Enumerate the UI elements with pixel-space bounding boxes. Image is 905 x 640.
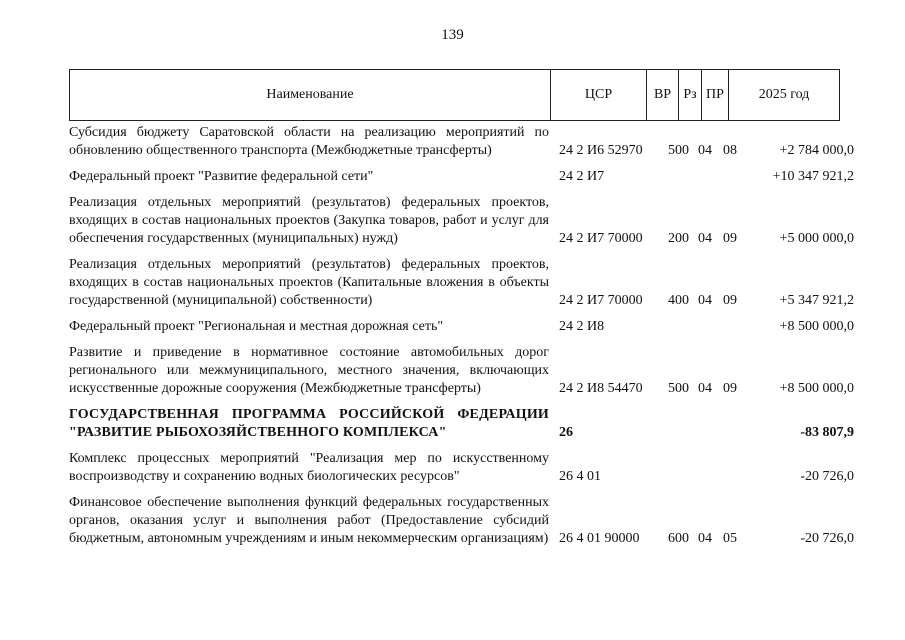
row-pr: 05	[723, 531, 737, 546]
row-csr: 24 2 И8 54470	[559, 381, 643, 396]
row-vr	[663, 406, 694, 450]
row-csr: 24 2 И8	[559, 319, 605, 334]
header-rz: Рз	[679, 70, 702, 121]
row-amount: +10 347 921,2	[772, 169, 854, 184]
row-rz: 04	[698, 293, 712, 308]
table-row	[69, 256, 854, 318]
row-name: Финансовое обеспечение выполнения функций федеральных государственных органов, оказания услуг и выполнения работ (Предоставление субсидий бюджетным, автономным учреждениям и иным некоммерческим организациям)	[69, 495, 549, 546]
row-vr: 600	[668, 531, 689, 546]
row-rz	[694, 450, 716, 494]
header-year: 2025 год	[729, 70, 840, 121]
row-amount: -83 807,9	[800, 425, 854, 440]
header-name: Наименование	[70, 70, 551, 121]
row-name: Комплекс процессных мероприятий "Реализация мер по искусственному воспроизводству и сохранению водных биологических ресурсов"	[69, 451, 549, 484]
header-vr: ВР	[647, 70, 679, 121]
row-name: Федеральный проект "Региональная и местная дорожная сеть"	[69, 319, 444, 334]
row-csr: 24 2 И7 70000	[559, 293, 643, 308]
row-name: Субсидия бюджету Саратовской области на реализацию мероприятий по обновлению общественного транспорта (Межбюджетные трансферты)	[69, 125, 549, 158]
row-rz: 04	[698, 531, 712, 546]
row-vr: 500	[668, 381, 689, 396]
row-amount: +5 347 921,2	[779, 293, 854, 308]
row-rz: 04	[698, 381, 712, 396]
row-amount: +8 500 000,0	[779, 319, 854, 334]
table-row	[69, 406, 854, 450]
row-pr: 09	[723, 293, 737, 308]
row-rz	[694, 318, 716, 344]
row-amount: -20 726,0	[800, 531, 854, 546]
budget-table	[69, 124, 854, 556]
row-pr: 09	[723, 231, 737, 246]
row-pr	[716, 168, 744, 194]
row-csr: 24 2 И7 70000	[559, 231, 643, 246]
row-amount: +8 500 000,0	[779, 381, 854, 396]
row-csr: 26 4 01	[559, 469, 601, 484]
row-csr: 26	[559, 425, 573, 440]
table-row	[69, 124, 854, 168]
row-pr: 09	[723, 381, 737, 396]
row-rz: 04	[698, 143, 712, 158]
row-vr	[663, 450, 694, 494]
table-row	[69, 494, 854, 556]
row-rz	[694, 168, 716, 194]
budget-table-body	[69, 124, 854, 556]
row-amount: -20 726,0	[800, 469, 854, 484]
row-rz: 04	[698, 231, 712, 246]
row-vr	[663, 318, 694, 344]
row-csr: 24 2 И6 52970	[559, 143, 643, 158]
row-pr	[716, 318, 744, 344]
row-pr: 08	[723, 143, 737, 158]
row-name: Реализация отдельных мероприятий (результатов) федеральных проектов, входящих в состав национальных проектов (Закупка товаров, работ и услуг для обеспечения государственных (муниципальных) нужд)	[69, 195, 549, 246]
row-vr: 500	[668, 143, 689, 158]
row-vr: 400	[668, 293, 689, 308]
table-row	[69, 318, 854, 344]
page-number: 139	[441, 27, 464, 43]
header-csr: ЦСР	[551, 70, 647, 121]
table-header	[69, 69, 840, 121]
row-amount: +5 000 000,0	[779, 231, 854, 246]
row-csr: 26 4 01 90000	[559, 531, 640, 546]
table-row	[69, 344, 854, 406]
row-pr	[716, 406, 744, 450]
row-csr: 24 2 И7	[559, 169, 605, 184]
row-name: ГОСУДАРСТВЕННАЯ ПРОГРАММА РОССИЙСКОЙ ФЕДЕРАЦИИ "РАЗВИТИЕ РЫБОХОЗЯЙСТВЕННОГО КОМПЛЕКСА"	[69, 407, 549, 440]
row-name: Федеральный проект "Развитие федеральной сети"	[69, 169, 374, 184]
row-rz	[694, 406, 716, 450]
row-vr: 200	[668, 231, 689, 246]
table-row	[69, 168, 854, 194]
row-name: Развитие и приведение в нормативное состояние автомобильных дорог регионального или межмуниципального, местного значения, включающих искусственные дорожные сооружения (Межбюджетные трансферты)	[69, 345, 549, 396]
header-pr: ПР	[702, 70, 729, 121]
row-name: Реализация отдельных мероприятий (результатов) федеральных проектов, входящих в состав национальных проектов (Капитальные вложения в объекты государственной (муниципальной) собственности)	[69, 257, 549, 308]
table-row	[69, 450, 854, 494]
row-amount: +2 784 000,0	[779, 143, 854, 158]
header-row	[70, 70, 840, 121]
table-row	[69, 194, 854, 256]
row-pr	[716, 450, 744, 494]
row-vr	[663, 168, 694, 194]
